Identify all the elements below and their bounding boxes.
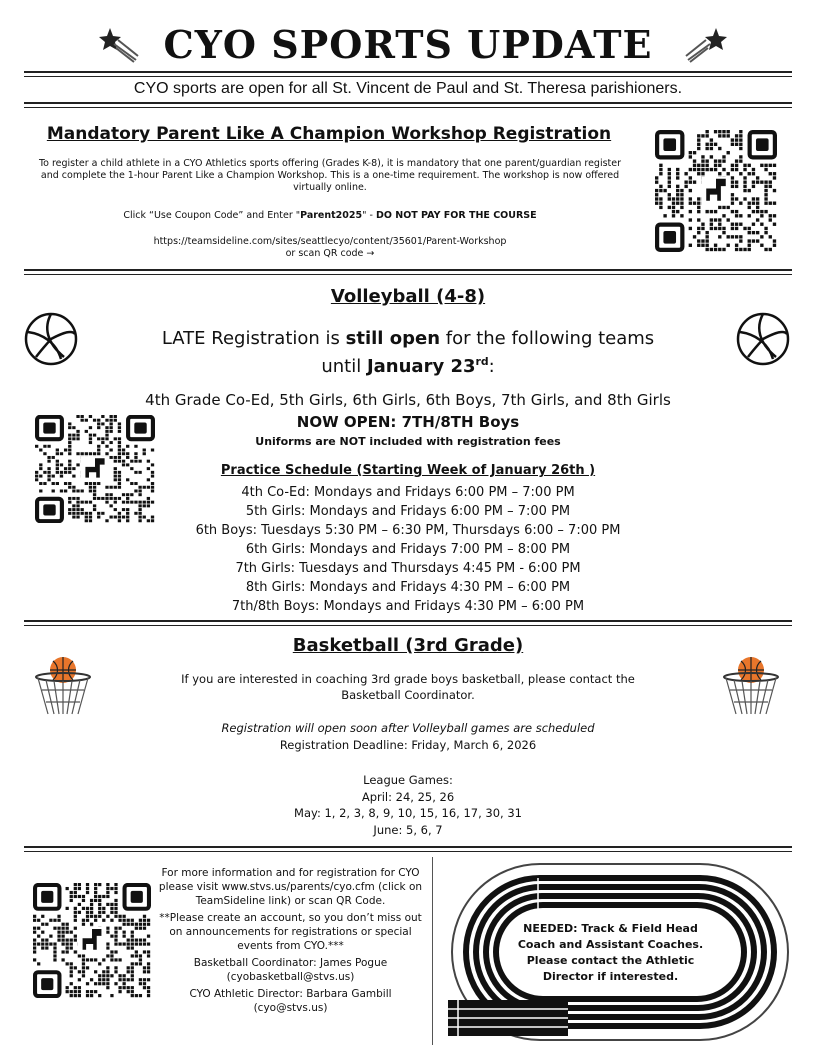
schedule-line: 8th Girls: Mondays and Fridays 4:30 PM – 6:00 PM bbox=[245, 580, 571, 595]
league-games: League Games: April: 24, 25, 26 May: 1, 2, 3, 8, 9, 10, 15, 16, 17, 30, 31 June: 5, 6, 7 bbox=[294, 773, 522, 837]
coupon-code: Parent2025 bbox=[300, 210, 363, 221]
team-list: 4th Grade Co-Ed, 5th Girls, 6th Girls, 6th Boys, 7th Girls, and 8th Girls bbox=[145, 391, 671, 409]
registration-deadline: Registration Deadline: Friday, March 6, 2026 bbox=[279, 738, 537, 752]
workshop-heading: Mandatory Parent Like A Champion Workshop Registration bbox=[46, 124, 612, 144]
subtitle: CYO sports are open for all St. Vincent de Paul and St. Theresa parishioners. bbox=[133, 80, 683, 97]
schedule-line: 4th Co-Ed: Mondays and Fridays 6:00 PM – 7:00 PM bbox=[241, 485, 575, 500]
schedule-line: 7th Girls: Tuesdays and Thursdays 4:45 PM - 6:00 PM bbox=[235, 561, 581, 576]
now-open: NOW OPEN: 7TH/8TH Boys bbox=[296, 413, 520, 431]
workshop-body: To register a child athlete in a CYO Athletics sports offering (Grades K-8), it is mandatory that one parent/guardian register and complete the 1-hour Parent Like a Champion Workshop. This is a one-time requirement. The workshop is now offered virtually online. bbox=[38, 158, 622, 193]
coupon-instructions: Click “Use Coupon Code” and Enter "Parent2025" - DO NOT PAY FOR THE COURSE bbox=[123, 210, 537, 221]
schedule-line: 6th Boys: Tuesdays 5:30 PM – 6:30 PM, Thursdays 6:00 – 7:00 PM bbox=[195, 523, 621, 538]
scan-qr-note: or scan QR code → bbox=[285, 248, 375, 259]
practice-schedule bbox=[0, 483, 816, 616]
schedule-line: 6th Girls: Mondays and Fridays 7:00 PM – 8:00 PM bbox=[245, 542, 571, 557]
practice-heading: Practice Schedule (Starting Week of January 26th ) bbox=[220, 463, 596, 478]
schedule-line: 7th/8th Boys: Mondays and Fridays 4:30 PM – 6:00 PM bbox=[231, 599, 585, 614]
workshop-url[interactable]: https://teamsideline.com/sites/seattlecyo/content/35601/Parent-Workshop bbox=[153, 236, 507, 247]
volleyball-heading: Volleyball (4-8) bbox=[330, 286, 486, 307]
late-registration: LATE Registration is still open for the following teams until January 23rd: bbox=[161, 328, 655, 377]
qr-code-workshop[interactable] bbox=[655, 130, 777, 252]
coach-request: If you are interested in coaching 3rd grade boys basketball, please contact the Basketball Coordinator. bbox=[181, 672, 635, 702]
page-title: CYO SPORTS UPDATE bbox=[163, 22, 653, 67]
qr-code-cyo[interactable] bbox=[33, 883, 151, 998]
registration-note: Registration will open soon after Volleyball games are scheduled bbox=[221, 721, 595, 735]
footer-info: For more information and for registration for CYO please visit www.stvs.us/parents/cyo.cfm (click on TeamSideline link) or scan QR Code. **Please create an account, so you don’t miss out on announcements for registrations or special events from CYO.*** Basketball Coordinator: James Pogue (cyobasketball@stvs.us) CYO Athletic Director: Barbara Gambill (cyo@stvs.us) bbox=[158, 867, 423, 1014]
basketball-heading: Basketball (3rd Grade) bbox=[292, 635, 524, 656]
divider bbox=[432, 857, 433, 1045]
track-coach-notice: NEEDED: Track & Field Head Coach and Assistant Coaches. Please contact the Athletic Director if interested. bbox=[517, 922, 704, 983]
uniforms-note: Uniforms are NOT included with registration fees bbox=[255, 435, 561, 448]
schedule-line: 5th Girls: Mondays and Fridays 6:00 PM – 7:00 PM bbox=[245, 504, 571, 519]
